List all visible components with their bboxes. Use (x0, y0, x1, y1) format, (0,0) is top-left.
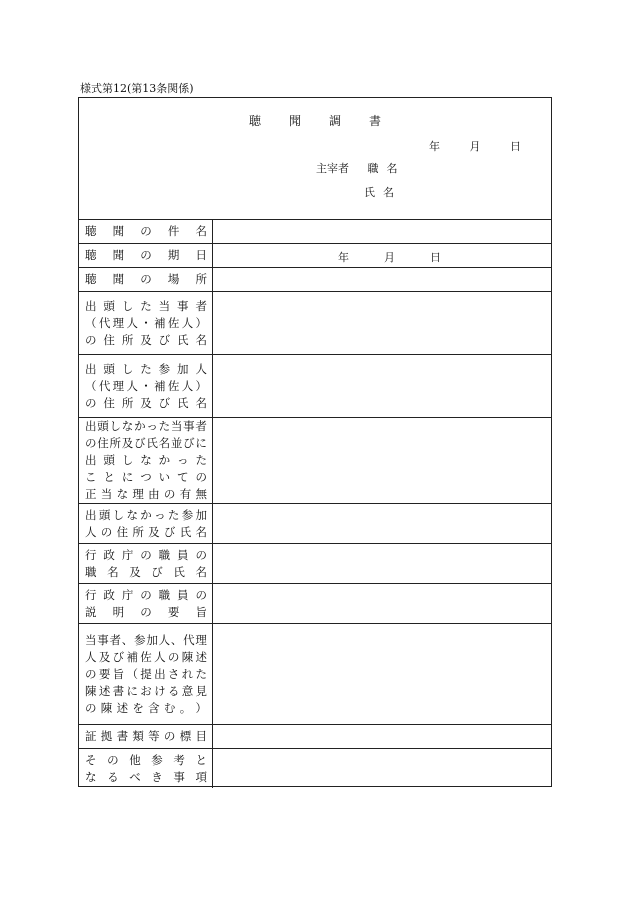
row-label-line: の 陳 述 を 含 む 。 ） (85, 700, 207, 715)
row-hearing-date (79, 244, 551, 268)
row-label-line: 出 頭 し た 参 加 人 (85, 361, 207, 376)
row-absent-parties (79, 418, 551, 504)
form-number: 様式第12(第13条関係) (80, 82, 194, 95)
header-date (429, 138, 521, 154)
row-label (79, 725, 213, 748)
row-value-field[interactable] (213, 749, 551, 788)
row-label-line: な る べ き 事 項 (85, 769, 207, 784)
row-label-line: 正 当 な 理 由 の 有 無 (85, 487, 207, 501)
row-label-line: 説 明 の 要 旨 (85, 604, 207, 619)
row-label-line: 人 の 住 所 及 び 氏 名 (85, 524, 207, 539)
date-day-label: 日 (430, 250, 441, 264)
row-label (79, 355, 213, 417)
header-date-year: 年 (429, 140, 440, 153)
row-label (79, 544, 213, 583)
row-value-field[interactable] (213, 355, 551, 417)
row-label-line: 職 名 及 び 氏 名 (85, 564, 207, 579)
row-label-line: の 住 所 及 び 氏 名 (85, 395, 207, 410)
row-value-field[interactable] (213, 220, 551, 243)
row-value-field[interactable] (213, 268, 551, 291)
presider-name-field: 氏名 (364, 186, 402, 199)
row-label-line: そ の 他 参 考 と (85, 752, 207, 767)
row-value-field[interactable] (213, 544, 551, 583)
row-label (79, 504, 213, 543)
row-agency-explanation (79, 584, 551, 624)
row-label-line: 出 頭 し な か っ た 参 加 (85, 507, 207, 522)
row-evidence-list (79, 725, 551, 749)
row-absent-participants (79, 504, 551, 544)
row-value-field[interactable] (213, 624, 551, 724)
row-value-field[interactable] (213, 584, 551, 623)
date-month-label: 月 (384, 250, 395, 264)
row-label-line: （ 代 理 人 ・ 補 佐 人 ） (85, 378, 207, 393)
row-label-line: 出 頭 し な か っ た 当 事 者 (85, 419, 207, 433)
row-statements-summary (79, 624, 551, 725)
row-label-line: 人 及 び 補 佐 人 の 陳 述 (85, 649, 207, 664)
header-date-day: 日 (510, 140, 521, 153)
row-label (79, 749, 213, 788)
row-label-line: 当 事 者 、 参 加 人 、 代 理 (85, 632, 207, 647)
row-label (79, 418, 213, 503)
row-label (79, 220, 213, 243)
row-label (79, 268, 213, 291)
date-year-label: 年 (338, 250, 349, 264)
hearing-record-form (78, 97, 552, 787)
row-value-field[interactable] (213, 504, 551, 543)
presider-role: 主宰者 (316, 162, 349, 175)
row-label (79, 292, 213, 354)
row-label-line: 聴 聞 の 期 日 (85, 248, 207, 262)
row-attending-participants (79, 355, 551, 418)
row-value-field[interactable] (213, 418, 551, 503)
row-attending-parties (79, 292, 551, 355)
row-hearing-place (79, 268, 551, 292)
presider-line (316, 160, 406, 176)
form-title: 聴聞調書 (248, 114, 409, 128)
row-label (79, 584, 213, 623)
header-date-month: 月 (469, 140, 481, 153)
row-label-line: の 住 所 及 び 氏 名 (85, 332, 207, 347)
row-label-line: の 住 所 及 び 氏 名 並 び に (85, 436, 207, 450)
row-label-line: 聴 聞 の 件 名 (85, 224, 207, 238)
form-header (79, 98, 551, 220)
row-label-line: 行 政 庁 の 職 員 の (85, 587, 207, 602)
row-value-field[interactable] (213, 244, 551, 267)
row-label-line: 行 政 庁 の 職 員 の (85, 547, 207, 562)
row-value-field[interactable] (213, 292, 551, 354)
row-label-line: こ と に つ い て の (85, 470, 207, 484)
row-label (79, 244, 213, 267)
presider-title-field: 職名 (367, 162, 406, 175)
row-label-line: 聴 聞 の 場 所 (85, 272, 207, 286)
row-label-line: 陳 述 書 に お け る 意 見 (85, 683, 207, 698)
row-hearing-subject (79, 220, 551, 244)
row-label-line: 証 拠 書 類 等 の 標 目 (85, 729, 207, 743)
row-label-line: （ 代 理 人 ・ 補 佐 人 ） (85, 315, 207, 330)
row-value-field[interactable] (213, 725, 551, 748)
row-label-line: 出 頭 し た 当 事 者 (85, 298, 207, 313)
row-label (79, 624, 213, 724)
row-other-notes (79, 749, 551, 788)
row-label-line: の 要 旨 （ 提 出 さ れ た (85, 666, 207, 681)
row-label-line: 出 頭 し な か っ た (85, 453, 207, 467)
row-agency-staff (79, 544, 551, 584)
form-rows (79, 220, 551, 788)
